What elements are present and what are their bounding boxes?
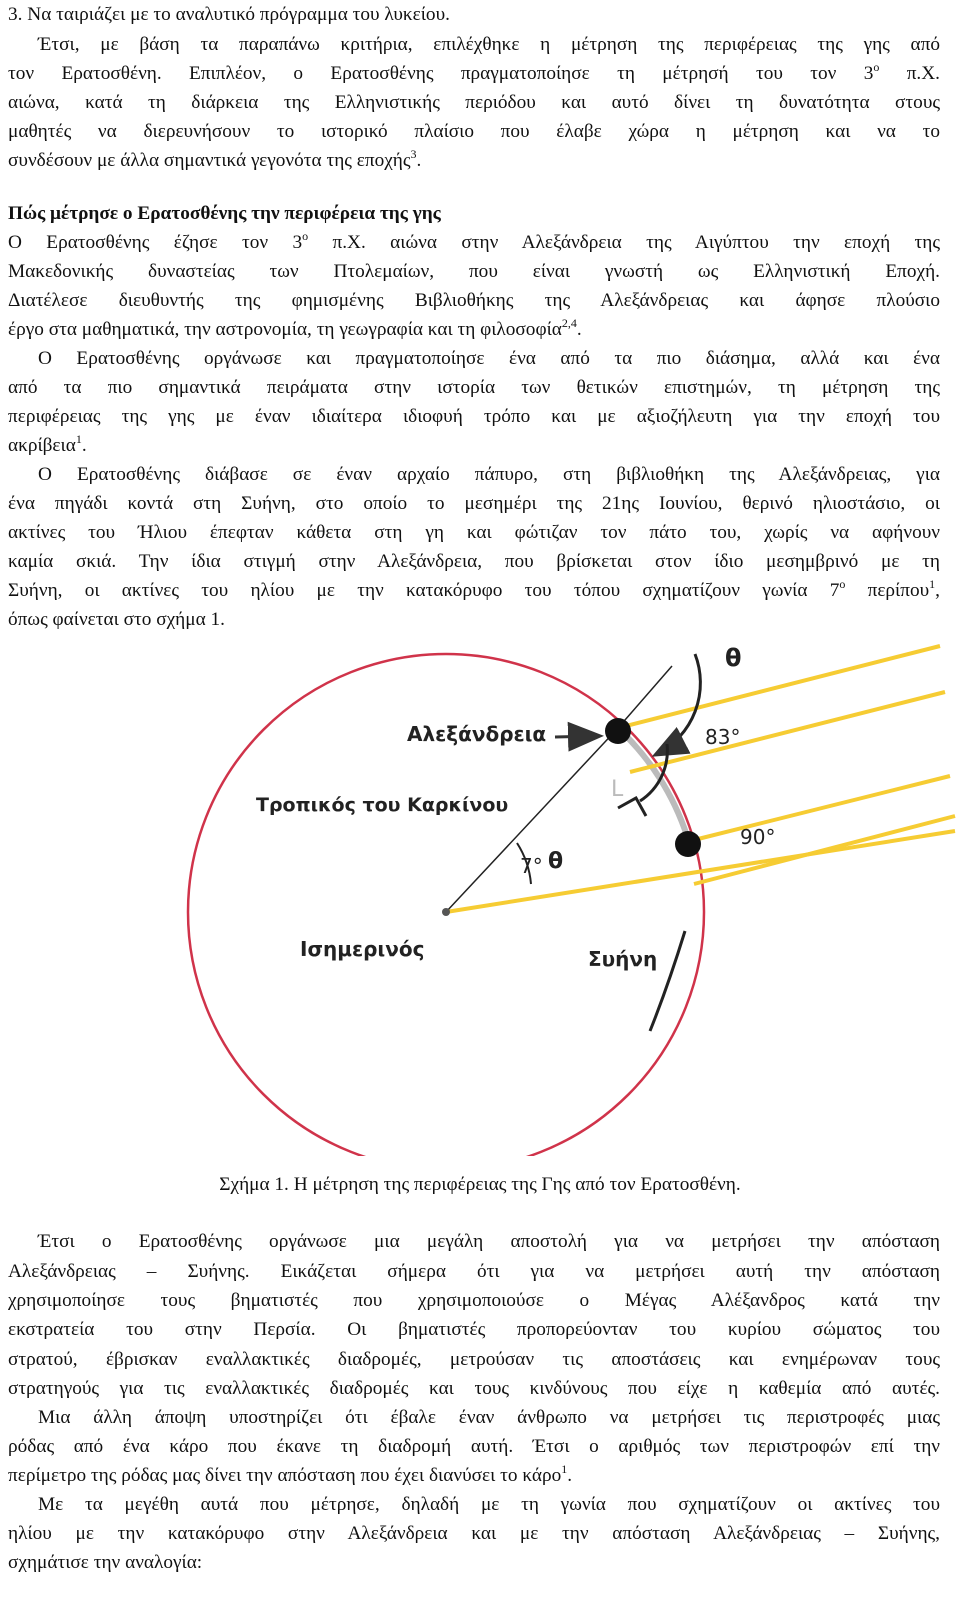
paragraph-2-line-3: Διατέλεσε διευθυντής της φημισμένης Βιβλιοθήκης της Αλεξάνδρειας και άφησε πλούσιο [8,290,940,311]
paragraph-5-line-3: χρησιμοποίησε τους βηματιστές που χρησιμοποιούσε ο Μέγας Αλέξανδρος κατά την [8,1290,940,1311]
figure-eratosthenes-diagram [0,636,960,1156]
alexandria-marker [605,718,631,744]
arc-L [618,728,687,836]
paragraph-6-line-1: Μια άλλη άποψη υποστηρίζει ότι έβαλε έναν άνθρωπο να μετρήσει τις περιστροφές μιας [38,1407,940,1428]
paragraph-5-line-4: εκστρατεία του στην Περσία. Οι βηματιστές προπορεύονταν του κυρίου σώματος του [8,1319,940,1340]
sun-ray-2 [630,692,945,772]
paragraph-4-line-3: ακτίνες του Ήλιου έπεφταν κάθετα στη γη και φώτιζαν τον πάτο του, χωρίς να αφήνουν [8,522,940,543]
sun-ray-3 [694,816,955,884]
theta-arc-top [657,654,700,754]
paragraph-7-line-3: σχημάτισε την αναλογία: [8,1552,203,1573]
tropic-label: Τροπικός του Καρκίνου [256,794,509,816]
sun-ray-syene [690,776,950,841]
radius-alexandria [446,728,618,912]
paragraph-1-line-3: αιώνα, κατά τη διάρκεια της Ελληνιστικής περιόδου και αυτό δίνει τη δυνατότητα στους [8,92,940,113]
paragraph-2-line-2: Μακεδονικής δυναστείας των Πτολεμαίων, που είναι γνωστή ως Ελληνιστική Εποχή. [8,261,940,282]
paragraph-7-line-2: ηλίου με την κατακόρυφο στην Αλεξάνδρεια και με την απόσταση Αλεξάνδρειας – Συήνης, [8,1523,940,1544]
theta-center-label: θ [548,849,564,874]
paragraph-5-line-6: στρατηγούς για τις εναλλακτικές διαδρομές και τους κινδύνους που είχε η καθεμία από αυτές. [8,1378,940,1399]
paragraph-5-line-1: Έτσι ο Ερατοσθένης οργάνωσε μια μεγάλη αποστολή για να μετρήσει την απόσταση [38,1231,940,1252]
syene-label: Συήνη [588,947,658,971]
paragraph-6-line-2: ρόδας από ένα κάρο που έκανε τη διαδρομή αυτή. Έτσι ο αριθμός των περιστροφών επί την [8,1436,940,1457]
paragraph-3-line-4: ακρίβεια$^1$. [8,432,87,456]
paragraph-2-line-1: Ο Ερατοσθένης έζησε τον $3^o$ π.Χ. αιώνα στην Αλεξάνδρεια της Αιγύπτου την εποχή της [8,229,940,253]
paragraph-1-line-1: Έτσι, με βάση τα παραπάνω κριτήρια, επιλέχθηκε η μέτρηση της περιφέρειας της γης από [38,34,940,55]
paragraph-3-line-2: από τα πιο σημαντικά πειράματα στην ιστορία των θετικών επιστημών, τη μέτρηση της [8,377,940,398]
paragraph-5-line-5: στρατού, έβρισκαν εναλλακτικές διαδρομές, μετρούσαν τις αποστάσεις και ενημέρωναν τους [8,1349,940,1370]
paragraph-4-line-1: Ο Ερατοσθένης διάβασε σε έναν αρχαίο πάπυρο, στη βιβλιοθήκη της Αλεξάνδρειας, για [38,464,940,485]
vertical-alexandria [618,666,672,728]
sun-ray-1 [618,646,940,728]
figure-caption: Σχήμα 1. Η μέτρηση της περιφέρειας της Γης από τον Ερατοσθένη. [219,1174,741,1195]
section-heading: Πώς μέτρησε ο Ερατοσθένης την περιφέρεια της γης [8,203,441,224]
paragraph-3-line-1: Ο Ερατοσθένης οργάνωσε και πραγματοποίησε ένα από τα πιο διάσημα, αλλά και ένα [38,348,940,369]
paragraph-4-line-2: ένα πηγάδι κοντά στη Συήνη, στο οποίο το μεσημέρι της 21ης Ιουνίου, θερινό ηλιοστάσιο, οι [8,493,940,514]
earth-center [442,908,450,916]
paragraph-5-line-2: Αλεξάνδρειας – Συήνης. Εικάζεται σήμερα ότι για να μετρήσει αυτή την απόσταση [8,1261,940,1282]
paragraph-3-line-3: περιφέρειας της γης με έναν ιδιαίτερα ιδιοφυή τρόπο και με αξιοζήλευτη για την εποχή του [8,406,940,427]
angle-83-label: 83° [705,725,741,749]
alexandria-pointer [555,736,598,737]
paragraph-2-line-4: έργο στα μαθηματικά, την αστρονομία, τη γεωγραφία και τη φιλοσοφία$^{2,4}$. [8,316,582,340]
paragraph-4-line-5: Συήνη, οι ακτίνες του ηλίου με την κατακόρυφο του τόπου σχηματίζουν γωνία $7^o$ περίπου$^1$, [8,577,940,601]
paragraph-4-line-6: όπως φαίνεται στο σχήμα 1. [8,609,225,630]
paragraph-1-line-4: μαθητές να διερευνήσουν το ιστορικό πλαίσιο που έλαβε χώρα η μέτρηση και να το [8,121,940,142]
syene-marker [675,831,701,857]
arc-L-label: L [611,777,624,802]
paragraph-1-line-2: τον Ερατοσθένη. Επιπλέον, ο Ερατοσθένης πραγματοποίησε τη μέτρησή του τον $3^o$ π.Χ. [8,60,941,84]
alexandria-label: Αλεξάνδρεια [407,722,547,746]
equator-label: Ισημερινός [300,937,425,961]
paragraph-7-line-1: Με τα μεγέθη αυτά που μέτρησε, δηλαδή με τη γωνία που σχηματίζουν οι ακτίνες του [38,1494,940,1515]
list-item-3: 3. Να ταιριάζει με το αναλυτικό πρόγραμμα του λυκείου. [8,4,450,25]
angle-7-label: 7° [520,854,543,878]
theta-top-label: θ [725,644,742,672]
syene-pointer [650,931,685,1031]
paragraph-1-line-5: συνδέσουν με άλλα σημαντικά γεγονότα της εποχής$^3$. [8,147,422,171]
paragraph-6-line-3: περίμετρο της ρόδας μας δίνει την απόσταση που έχει διανύσει το κάρο$^1$. [8,1462,573,1486]
angle-90-label: 90° [740,825,776,849]
paragraph-4-line-4: καμία σκιά. Την ίδια στιγμή στην Αλεξάνδρεια, που βρίσκεται στον ίδιο μεσημβρινό με τη [8,551,940,572]
